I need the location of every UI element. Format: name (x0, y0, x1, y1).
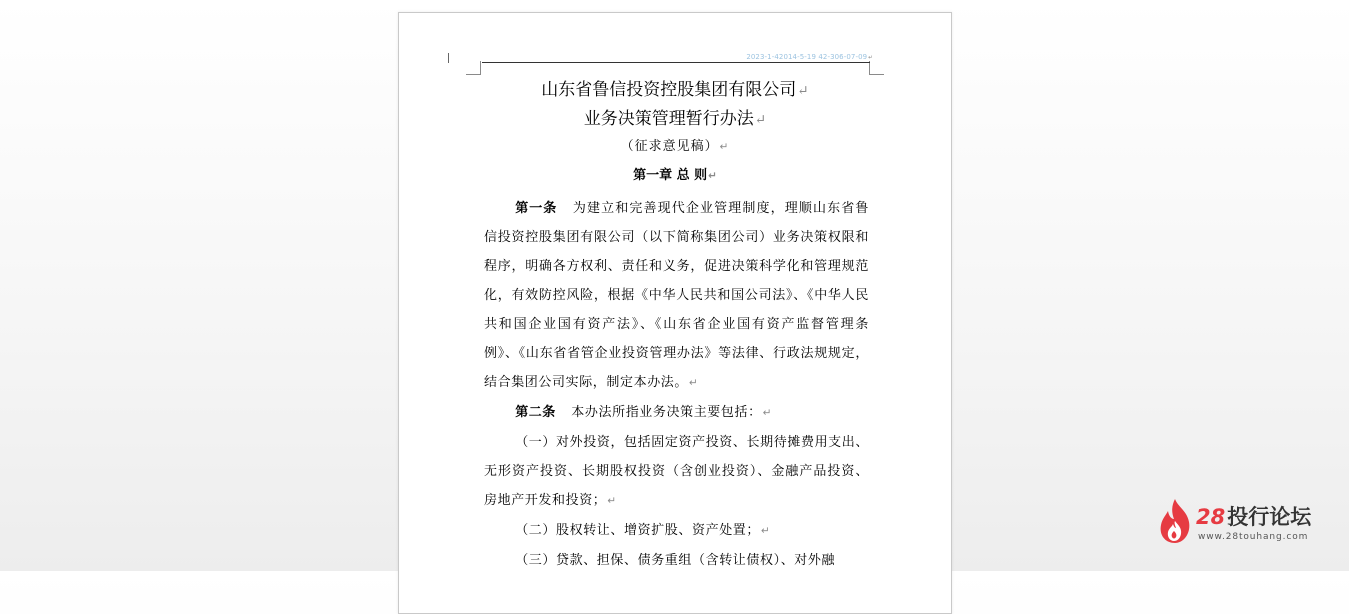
title-line-2: 业务决策管理暂行办法↵ (583, 109, 767, 129)
list-item-1 (484, 428, 869, 516)
text-cursor (448, 53, 449, 63)
paragraph-mark: ↵ (607, 495, 617, 507)
document-page (398, 12, 952, 614)
site-watermark-logo (1156, 497, 1326, 547)
header-meta-text: 2023-1-42014-5-19 42-306-07-09↵ (746, 53, 873, 61)
paragraph-mark: ↵ (762, 407, 773, 419)
paragraph-mark: ↵ (689, 377, 699, 389)
paragraph-mark: ↵ (797, 83, 809, 99)
article-label: 第一条 (515, 201, 558, 216)
header-corner-right (869, 61, 884, 75)
header-rule (482, 62, 870, 63)
logo-number: 28 (1196, 505, 1226, 529)
article-2 (484, 398, 869, 428)
list-item-text: （一）对外投资，包括固定资产投资、长期待摊费用支出、无形资产投资、长期股权投资（含创业投资）、金融产品投资、房地产开发和投资； (484, 435, 869, 508)
article-1 (484, 194, 869, 398)
paragraph-mark: ↵ (754, 112, 767, 128)
list-item-text: （三）贷款、担保、债务重组（含转让债权）、对外融 (515, 553, 836, 568)
chapter-heading: 第一章 总 则↵ (633, 168, 717, 183)
flame-icon (1156, 497, 1194, 545)
logo-name: 投行论坛 (1227, 505, 1312, 529)
article-text: 为建立和完善现代企业管理制度，理顺山东省鲁信投资控股集团有限公司（以下简称集团公司）业务决策权限和程序，明确各方权利、责任和义务，促进决策科学化和管理规范化，有效防控风险，根据《中华人民共和国公司法》、《中华人民共和国企业国有资产法》、《山东省企业国有资产监督管理条例》、《山东省省管企业投资管理办法》等法律、行政法规规定，结合集团公司实际，制定本办法。 (484, 201, 869, 390)
logo-wordmark (1196, 505, 1311, 529)
list-item-2 (484, 516, 869, 546)
title-line-1: 山东省鲁信投资控股集团有限公司↵ (541, 80, 809, 100)
paragraph-mark: ↵ (708, 170, 717, 182)
subtitle: （征求意见稿）↵ (620, 139, 730, 154)
list-item-text: （二）股权转让、增资扩股、资产处置； (515, 523, 760, 538)
paragraph-mark: ↵ (719, 141, 730, 153)
header-corner-left (466, 61, 481, 75)
article-text: 本办法所指业务决策主要包括： (571, 405, 762, 420)
article-label: 第二条 (515, 405, 556, 420)
document-body (484, 194, 869, 575)
paragraph-mark: ↵ (761, 525, 771, 537)
logo-url: www.28touhang.com (1198, 532, 1309, 542)
paragraph-mark: ↵ (868, 55, 873, 61)
